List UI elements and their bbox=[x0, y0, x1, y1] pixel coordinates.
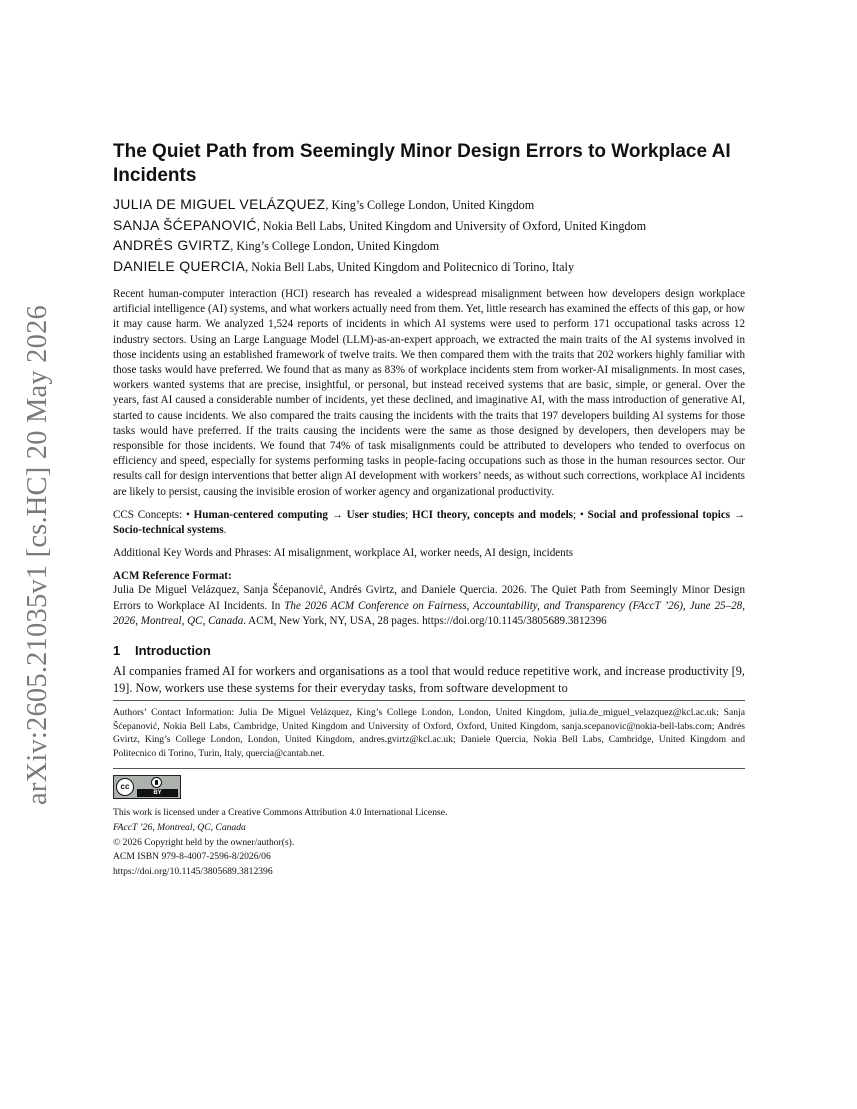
section-number: 1 bbox=[113, 643, 121, 659]
abstract: Recent human-computer interaction (HCI) research has revealed a widespread misalignment between how developers design workplace artificial intelligence (AI) systems, and what workers actually need from them. Yet, little research has examined the effects of this gap, or how it may cause harm. We analyzed 1,524 reports of incidents in which AI systems were used to perform 171 occupational tasks across 12 industry sectors. Using an Large Language Model (LLM)-as-an-expert approach, we extracted the main traits of the AI systems involved in those incidents using an established framework of twelve traits. We then compared them with the traits that 202 workers highly familiar with those tasks would have preferred. We found that as many as 83% of workplace incidents stem from worker-AI misalignments. In most cases, workers wanted systems that are precise, insightful, or personal, but instead received systems that are basic, simple, or general. Over the years, fast AI caused a considerable number of incidents, yet these declined, and imaginative AI, with the mass introduction of generative AI, started to cause incidents. We also compared the traits causing the incidents with the traits that 197 developers building AI systems for those tasks would have preferred. If the traits causing the incidents were the same as those designed by developers, then developers may be responsible for those incidents. We found that 74% of task misalignments could be attributed to developers who tended to overfocus on efficiency and speed, especially for systems performing tasks in people-facing occupations such as those in the human resources sector. Our results call for design interventions that better align AI development with workers’ needs, as without such corrections, workplace AI incidents are likely to persist, causing the invisible erosion of worker agency and organizational productivity. bbox=[113, 288, 745, 498]
license-statement: This work is licensed under a Creative Commons Attribution 4.0 International License. bbox=[113, 807, 448, 819]
ccs-concepts bbox=[113, 508, 745, 538]
author-name: ANDRÉS GVIRTZ bbox=[113, 237, 231, 253]
author-entry bbox=[113, 216, 745, 237]
license-divider bbox=[113, 768, 745, 769]
paper-title: The Quiet Path from Seemingly Minor Design Errors to Workplace AI Incidents bbox=[113, 141, 731, 186]
author-affiliation: , Nokia Bell Labs, United Kingdom and Politecnico di Torino, Italy bbox=[245, 259, 575, 274]
author-entry bbox=[113, 257, 745, 278]
footnote-divider bbox=[113, 700, 745, 701]
acm-reference bbox=[113, 583, 745, 629]
ccs-concept: Social and professional topics → Socio-technical systems bbox=[113, 508, 746, 537]
acm-reference-venue: The 2026 ACM Conference on Fairness, Accountability, and Transparency (FAccT ’26), June 25–28, 2026, Montreal, QC, Canada bbox=[113, 599, 745, 627]
by-label: BY bbox=[137, 789, 178, 797]
copyright-notice: © 2026 Copyright held by the owner/author(s). bbox=[113, 836, 295, 848]
author-name: JULIA DE MIGUEL VELÁZQUEZ bbox=[113, 196, 326, 212]
author-affiliation: , Nokia Bell Labs, United Kingdom and University of Oxford, United Kingdom bbox=[256, 218, 647, 233]
acm-reference-authors: Julia De Miguel Velázquez, Sanja Šćepanović, Andrés Gvirtz, and Daniele Quercia. 2026. The Quiet Path from Seemingly Minor Design Errors to Workplace AI Incidents. In bbox=[113, 584, 745, 612]
isbn: ACM ISBN 979-8-4007-2596-8/2026/06 bbox=[113, 851, 271, 863]
paper-first-page bbox=[113, 140, 745, 880]
arxiv-identifier: arXiv:2605.21035v1 [cs.HC] 20 May 2026 bbox=[22, 305, 53, 805]
creative-commons-icon: cc bbox=[116, 778, 134, 796]
section-heading bbox=[113, 643, 745, 659]
author-list bbox=[113, 195, 745, 277]
author-affiliation: , King’s College London, United Kingdom bbox=[325, 198, 535, 212]
conference-venue: FAccT ’26, Montreal, QC, Canada bbox=[113, 821, 246, 833]
author-name: SANJA ŠĆEPANOVIĆ bbox=[113, 216, 257, 233]
ccs-bullet: • bbox=[185, 508, 194, 521]
cc-by-license-badge bbox=[113, 775, 181, 799]
author-affiliation: , King’s College London, United Kingdom bbox=[230, 239, 440, 253]
keywords: Additional Key Words and Phrases: AI misalignment, workplace AI, worker needs, AI design, incidents bbox=[113, 547, 574, 560]
author-contact-info: Authors’ Contact Information: Julia De Miguel Velázquez, King’s College London, London, United Kingdom, julia.de_miguel_velazquez@kcl.ac.uk; Sanja Šćepanović, Nokia Bell Labs, Cambridge, United Kingdom and University of Oxford, Oxford, United Kingdom, sanja.scepanovic@nokia-bell-labs.com; Andrés Gvirtz, King’s College London, London, United Kingdom, andres.gvirtz@kcl.ac.uk; Daniele Quercia, Nokia Bell Labs, Cambridge, United Kingdom and Politecnico di Torino, Turin, Italy, quercia@cantab.net. bbox=[113, 707, 745, 759]
author-entry bbox=[113, 195, 745, 216]
attribution-person-icon bbox=[151, 777, 162, 788]
section-title: Introduction bbox=[135, 643, 211, 659]
arxiv-stamp bbox=[22, 305, 54, 805]
acm-reference-heading: ACM Reference Format: bbox=[113, 570, 232, 583]
ccs-end: . bbox=[223, 524, 227, 537]
ccs-concept: HCI theory, concepts and models bbox=[412, 508, 573, 521]
acm-reference-publisher: . ACM, New York, NY, USA, 28 pages. https://doi.org/10.1145/3805689.3812396 bbox=[243, 614, 607, 627]
ccs-separator: ; • bbox=[573, 508, 588, 521]
ccs-separator: ; bbox=[405, 508, 412, 521]
author-entry bbox=[113, 236, 745, 257]
introduction-text: AI companies framed AI for workers and organisations as a tool that would reduce repetitive work, and increase productivity [9, 19]. Now, workers use these systems for their everyday tasks, from software development to bbox=[113, 664, 745, 696]
author-name: DANIELE QUERCIA bbox=[113, 257, 246, 274]
ccs-label: CCS Concepts: bbox=[113, 508, 186, 521]
license-block bbox=[113, 806, 745, 880]
doi-link[interactable]: https://doi.org/10.1145/3805689.3812396 bbox=[113, 866, 273, 878]
ccs-concept: Human-centered computing → User studies bbox=[193, 508, 406, 521]
